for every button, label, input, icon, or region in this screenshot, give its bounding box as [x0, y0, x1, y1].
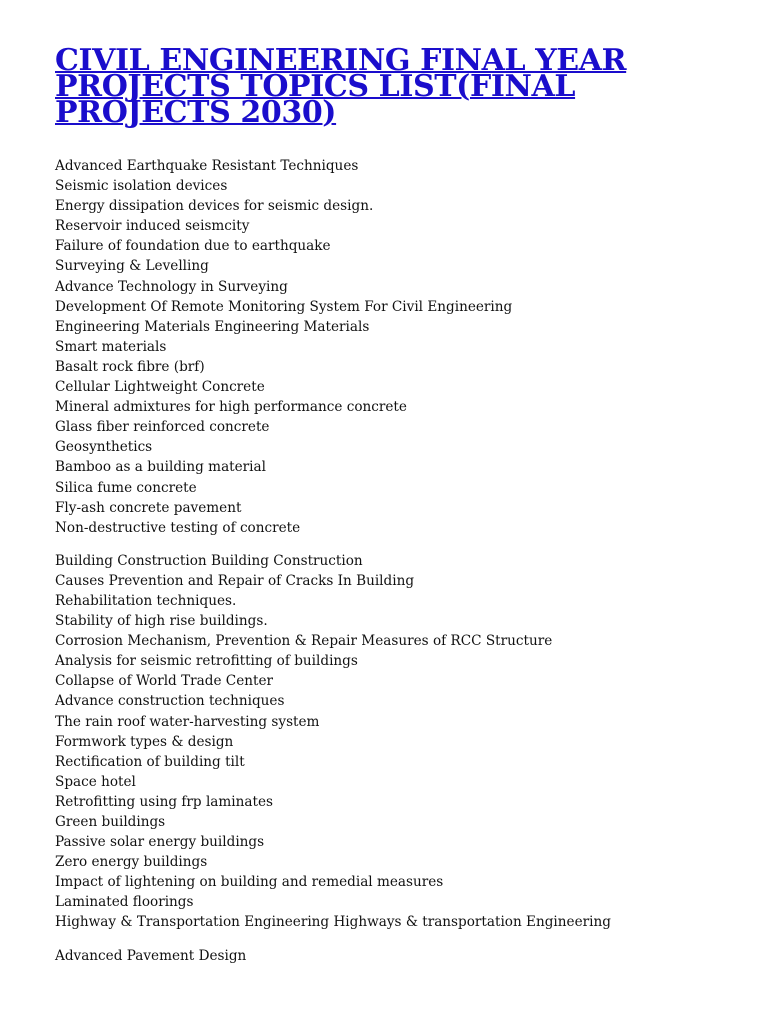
list-item: Surveying & Levelling	[55, 258, 209, 275]
list-item: Retrofitting using frp laminates	[55, 793, 273, 810]
list-item: Advanced Pavement Design	[55, 947, 247, 964]
list-item: Stability of high rise buildings.	[55, 613, 268, 630]
list-item: Rectification of building tilt	[55, 753, 245, 770]
list-item: Non-destructive testing of concrete	[55, 519, 301, 536]
list-item: Corrosion Mechanism, Prevention & Repair Measures of RCC Structure	[55, 633, 553, 650]
list-item: Geosynthetics	[55, 439, 153, 456]
list-item: Impact of lightening on building and remedial measures	[55, 874, 444, 891]
list-item: Basalt rock fibre (brf)	[55, 358, 205, 375]
list-item: Causes Prevention and Repair of Cracks In Building	[55, 572, 415, 589]
list-item: Passive solar energy buildings	[55, 834, 265, 851]
document-page	[55, 43, 735, 966]
list-item: The rain roof water-harvesting system	[55, 713, 320, 730]
list-item: Building Construction Building Construction	[55, 552, 363, 569]
list-item: Advanced Earthquake Resistant Techniques	[55, 158, 359, 174]
list-item: Silica fume concrete	[55, 479, 197, 496]
list-item: Bamboo as a building material	[55, 459, 266, 476]
list-item: Space hotel	[55, 773, 136, 790]
list-item: Highway & Transportation Engineering Highways & transportation Engineering	[55, 914, 611, 931]
list-item: Rehabilitation techniques.	[55, 592, 237, 609]
list-item: Formwork types & design	[55, 733, 234, 750]
list-item: Mineral admixtures for high performance concrete	[55, 399, 407, 416]
list-item: Laminated floorings	[55, 894, 194, 911]
list-item: Energy dissipation devices for seismic design.	[55, 198, 374, 215]
list-item: Green buildings	[55, 814, 166, 830]
list-item: Smart materials	[55, 338, 167, 355]
list-item: Advance Technology in Surveying	[55, 278, 288, 295]
title-link[interactable]: CIVIL ENGINEERING FINAL YEAR PROJECTS TOPICS LIST(FINAL PROJECTS 2030)	[55, 43, 627, 130]
list-item: Zero energy buildings	[55, 854, 208, 871]
topics-list-2	[55, 551, 735, 933]
list-item: Development Of Remote Monitoring System For Civil Engineering	[55, 298, 513, 315]
topics-list-1	[55, 156, 735, 538]
list-item: Analysis for seismic retrofitting of buildings	[55, 653, 358, 670]
list-item: Cellular Lightweight Concrete	[55, 379, 265, 396]
list-item: Glass fiber reinforced concrete	[55, 419, 270, 436]
list-item: Engineering Materials Engineering Materials	[55, 318, 370, 335]
topics-list-3	[55, 946, 735, 966]
list-item: Failure of foundation due to earthquake	[55, 238, 331, 255]
page-title	[55, 43, 735, 130]
list-item: Seismic isolation devices	[55, 178, 228, 195]
list-item: Reservoir induced seismcity	[55, 218, 250, 235]
list-item: Fly-ash concrete pavement	[55, 499, 242, 516]
list-item: Collapse of World Trade Center	[55, 673, 274, 690]
list-item: Advance construction techniques	[55, 693, 285, 710]
